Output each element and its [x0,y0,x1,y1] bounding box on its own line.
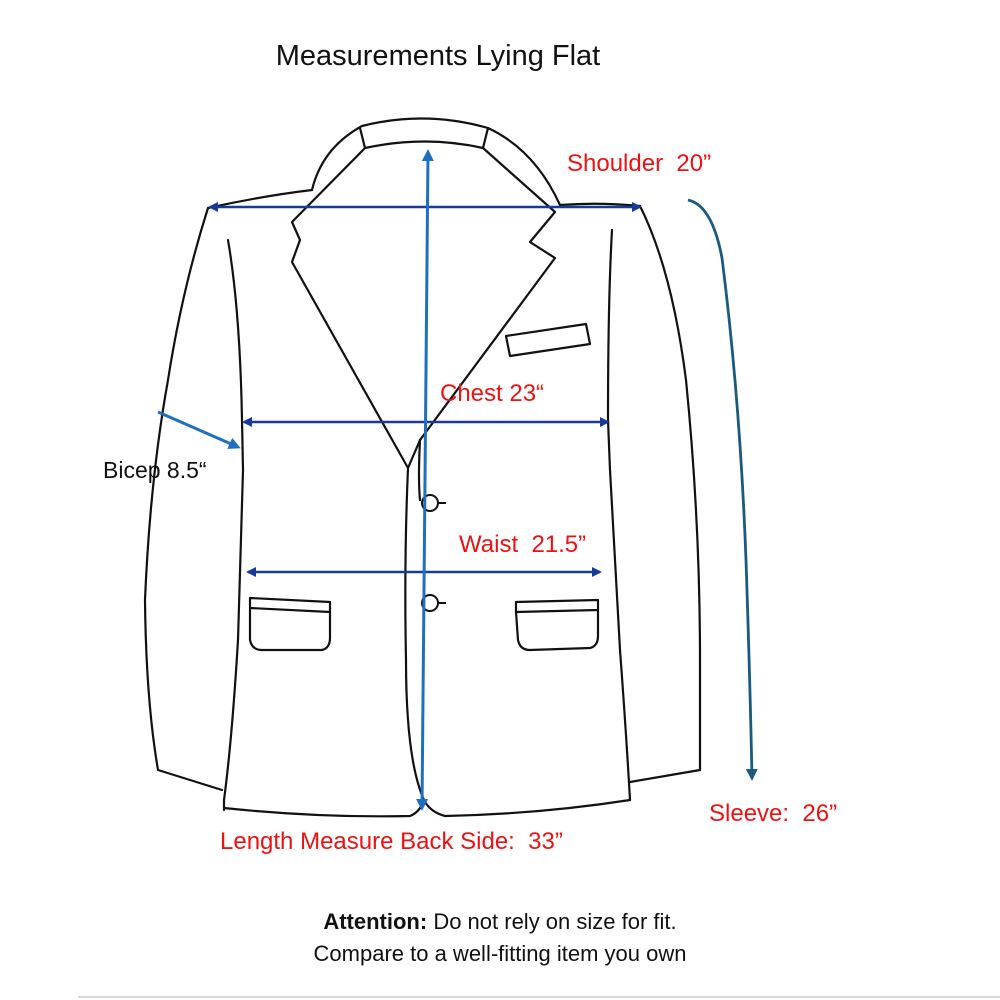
left-shoulder [208,190,312,208]
bottom-divider [78,996,1000,998]
waist-label: Waist 21.5” [459,531,587,558]
diagram-title: Measurements Lying Flat [275,40,601,72]
hem-right [424,800,630,816]
right-sleeve [630,206,700,782]
bicep-arrow [158,412,238,447]
chest-pocket [506,324,590,356]
hem-left [224,800,424,816]
sleeve-label: Sleeve: 26” [709,800,838,827]
attention-text: Do not rely on size for fit. [427,909,677,934]
shoulder-label: Shoulder 20” [567,150,712,177]
front-overlap [419,440,420,500]
length-label: Length Measure Back Side: 33” [220,828,563,855]
right-pocket-flap [516,610,598,650]
bicep-label: Bicep 8.5“ [103,457,207,483]
collar-inner [365,142,483,149]
right-shoulder [560,204,640,206]
sleeve-arrow [688,200,752,778]
right-sleeve-inner [608,230,612,470]
left-pocket-welt [250,598,330,612]
attention-bold: Attention: [323,909,428,934]
left-body-side [224,470,243,810]
left-sleeve-inner [228,240,243,470]
left-sleeve [145,208,222,790]
left-lapel [292,148,420,468]
left-pocket-flap [250,608,330,650]
attention-line-2 [0,938,1000,970]
right-pocket-welt [516,600,598,612]
attention-line-1 [0,906,1000,938]
chest-label: Chest 23“ [440,380,545,407]
compare-text: Compare to a well-fitting item you own [313,941,687,966]
right-body-side [610,470,630,800]
length-arrow [422,152,428,808]
collar-band [312,118,560,205]
